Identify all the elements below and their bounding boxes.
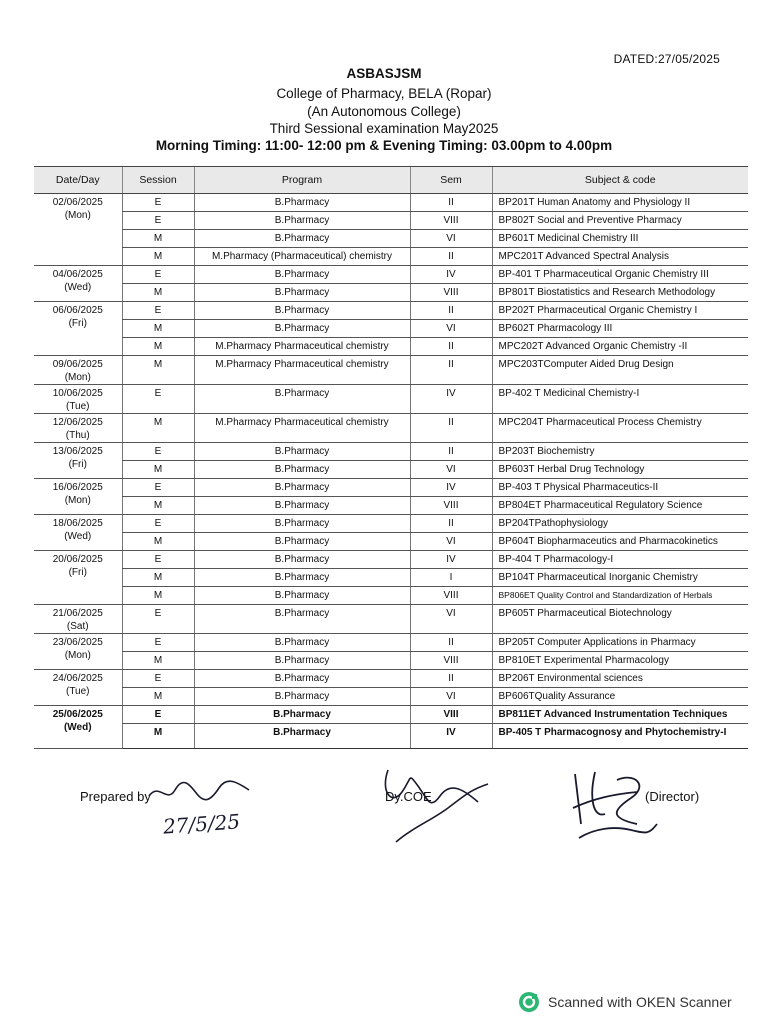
session-cell: E [122, 551, 194, 569]
subject-cell: BP806ET Quality Control and Standardization of Herbals [492, 587, 748, 605]
exam-title: Third Sessional examination May2025 [269, 121, 499, 136]
subject-cell: BP-403 T Physical Pharmaceutics-II [492, 479, 748, 497]
subject-cell: BP802T Social and Preventive Pharmacy [492, 212, 748, 230]
session-cell: M [122, 533, 194, 551]
sem-cell: VIII [410, 497, 492, 515]
session-cell: E [122, 605, 194, 634]
table-row [34, 670, 748, 688]
table-row [34, 320, 748, 338]
day-text: (Mon) [64, 372, 91, 383]
program-cell: B.Pharmacy [194, 634, 410, 652]
date-cell [34, 194, 122, 266]
session-cell: M [122, 230, 194, 248]
subject-cell: BP206T Environmental sciences [492, 670, 748, 688]
sem-cell: II [410, 194, 492, 212]
table-row [34, 497, 748, 515]
program-cell: B.Pharmacy [194, 266, 410, 284]
program-cell: B.Pharmacy [194, 479, 410, 497]
session-cell: M [122, 569, 194, 587]
session-cell: M [122, 284, 194, 302]
subject-cell: MPC203TComputer Aided Drug Design [492, 356, 748, 385]
table-row [34, 461, 748, 479]
table-row [34, 230, 748, 248]
session-cell: M [122, 356, 194, 385]
sem-cell: IV [410, 385, 492, 414]
session-cell: M [122, 688, 194, 706]
scanner-watermark [518, 991, 732, 1013]
program-cell: B.Pharmacy [194, 230, 410, 248]
date-cell [34, 356, 122, 385]
program-cell: B.Pharmacy [194, 443, 410, 461]
day-text: (Thu) [65, 430, 90, 441]
subject-cell: BP605T Pharmaceutical Biotechnology [492, 605, 748, 634]
session-cell: E [122, 634, 194, 652]
table-row [34, 212, 748, 230]
program-cell: B.Pharmacy [194, 706, 410, 724]
session-cell: E [122, 443, 194, 461]
preparer-signature [145, 778, 255, 808]
sem-cell: VIII [410, 652, 492, 670]
dycoe-signature [378, 762, 498, 852]
table-row [34, 587, 748, 605]
sem-cell: II [410, 414, 492, 443]
date-text: 13/06/2025 [52, 446, 103, 457]
subject-cell: BP603T Herbal Drug Technology [492, 461, 748, 479]
subject-cell: BP201T Human Anatomy and Physiology II [492, 194, 748, 212]
sem-cell: VI [410, 688, 492, 706]
date-text: 16/06/2025 [52, 482, 103, 493]
sem-cell: II [410, 248, 492, 266]
date-text: 24/06/2025 [52, 673, 103, 684]
director-signature [565, 768, 660, 848]
date-text: 20/06/2025 [52, 554, 103, 565]
program-cell: M.Pharmacy Pharmaceutical chemistry [194, 338, 410, 356]
program-cell: B.Pharmacy [194, 605, 410, 634]
program-cell: M.Pharmacy Pharmaceutical chemistry [194, 356, 410, 385]
date-text: 21/06/2025 [52, 608, 103, 619]
table-row [34, 724, 748, 749]
session-cell: E [122, 385, 194, 414]
program-cell: B.Pharmacy [194, 515, 410, 533]
subject-cell: BP-401 T Pharmaceutical Organic Chemistry III [492, 266, 748, 284]
subject-cell: BP606TQuality Assurance [492, 688, 748, 706]
column-header-date: Date/Day [34, 167, 122, 194]
day-text: (Mon) [64, 650, 91, 661]
program-cell: B.Pharmacy [194, 688, 410, 706]
table-row [34, 284, 748, 302]
program-cell: B.Pharmacy [194, 284, 410, 302]
session-cell: E [122, 706, 194, 724]
session-cell: M [122, 724, 194, 749]
day-text: (Sat) [66, 621, 89, 632]
sem-cell: II [410, 356, 492, 385]
session-cell: M [122, 652, 194, 670]
table-row [34, 356, 748, 385]
table-row [34, 338, 748, 356]
subject-cell: BP104T Pharmaceutical Inorganic Chemistry [492, 569, 748, 587]
subject-cell: BP-405 T Pharmacognosy and Phytochemistry-I [492, 724, 748, 749]
session-cell: E [122, 670, 194, 688]
day-text: (Fri) [68, 567, 87, 578]
subject-cell: BP801T Biostatistics and Research Methodology [492, 284, 748, 302]
day-text: (Wed) [64, 282, 92, 293]
date-cell [34, 443, 122, 479]
director-label: (Director) [645, 789, 700, 804]
program-cell: B.Pharmacy [194, 569, 410, 587]
date-cell [34, 515, 122, 551]
dycoe-label: Dy.COE [385, 789, 432, 804]
program-cell: B.Pharmacy [194, 320, 410, 338]
institution-abbrev: ASBASJSM [346, 66, 422, 81]
subject-cell: BP202T Pharmaceutical Organic Chemistry I [492, 302, 748, 320]
table-row [34, 443, 748, 461]
day-text: (Wed) [63, 722, 92, 733]
date-cell [34, 670, 122, 706]
sem-cell: VIII [410, 587, 492, 605]
subject-cell: BP602T Pharmacology III [492, 320, 748, 338]
dated-label: DATED:27/05/2025 [613, 52, 720, 66]
program-cell: B.Pharmacy [194, 652, 410, 670]
subject-cell: BP205T Computer Applications in Pharmacy [492, 634, 748, 652]
program-cell: B.Pharmacy [194, 670, 410, 688]
program-cell: M.Pharmacy Pharmaceutical chemistry [194, 414, 410, 443]
sem-cell: IV [410, 551, 492, 569]
session-cell: E [122, 194, 194, 212]
program-cell: B.Pharmacy [194, 212, 410, 230]
subject-cell: BP204TPathophysiology [492, 515, 748, 533]
subject-cell: MPC201T Advanced Spectral Analysis [492, 248, 748, 266]
date-cell [34, 414, 122, 443]
session-cell: E [122, 212, 194, 230]
subject-cell: BP-402 T Medicinal Chemistry-I [492, 385, 748, 414]
day-text: (Tue) [65, 401, 90, 412]
exam-schedule-table [34, 166, 748, 749]
sem-cell: VIII [410, 212, 492, 230]
session-cell: E [122, 479, 194, 497]
table-row [34, 533, 748, 551]
autonomous-label: (An Autonomous College) [307, 104, 461, 119]
program-cell: B.Pharmacy [194, 587, 410, 605]
sem-cell: IV [410, 479, 492, 497]
day-text: (Fri) [68, 459, 87, 470]
table-row [34, 706, 748, 724]
table-row [34, 551, 748, 569]
date-text: 23/06/2025 [52, 637, 103, 648]
session-cell: E [122, 515, 194, 533]
table-row [34, 688, 748, 706]
table-row [34, 248, 748, 266]
sem-cell: II [410, 302, 492, 320]
program-cell: B.Pharmacy [194, 497, 410, 515]
date-cell [34, 605, 122, 634]
date-text: 25/06/2025 [52, 709, 103, 720]
date-cell [34, 266, 122, 302]
date-text: 10/06/2025 [52, 388, 103, 399]
prepared-by-label: Prepared by [80, 789, 151, 804]
date-cell [34, 551, 122, 605]
session-cell: E [122, 302, 194, 320]
table-row [34, 515, 748, 533]
column-header-session: Session [122, 167, 194, 194]
session-cell: M [122, 461, 194, 479]
subject-cell: BP810ET Experimental Pharmacology [492, 652, 748, 670]
program-cell: B.Pharmacy [194, 461, 410, 479]
program-cell: M.Pharmacy (Pharmaceutical) chemistry [194, 248, 410, 266]
table-row [34, 266, 748, 284]
day-text: (Fri) [68, 318, 87, 329]
session-cell: M [122, 414, 194, 443]
subject-cell: BP804ET Pharmaceutical Regulatory Science [492, 497, 748, 515]
date-cell [34, 479, 122, 515]
session-cell: E [122, 266, 194, 284]
table-row [34, 414, 748, 443]
date-cell [34, 706, 122, 749]
table-row [34, 385, 748, 414]
table-row [34, 605, 748, 634]
scanner-text: Scanned with OKEN Scanner [548, 994, 732, 1010]
table-row [34, 302, 748, 320]
sem-cell: I [410, 569, 492, 587]
sem-cell: VI [410, 533, 492, 551]
sem-cell: II [410, 443, 492, 461]
college-name: College of Pharmacy, BELA (Ropar) [276, 86, 492, 101]
date-text: 02/06/2025 [52, 197, 103, 208]
column-header-sem: Sem [410, 167, 492, 194]
date-cell [34, 634, 122, 670]
program-cell: B.Pharmacy [194, 194, 410, 212]
preparer-date: 27/5/25 [162, 809, 241, 839]
program-cell: B.Pharmacy [194, 724, 410, 749]
program-cell: B.Pharmacy [194, 302, 410, 320]
program-cell: B.Pharmacy [194, 551, 410, 569]
table-row [34, 479, 748, 497]
date-text: 12/06/2025 [52, 417, 103, 428]
table-header-row [34, 167, 748, 194]
subject-cell: BP601T Medicinal Chemistry III [492, 230, 748, 248]
oken-scanner-logo-icon [518, 991, 540, 1013]
sem-cell: VI [410, 230, 492, 248]
sem-cell: VI [410, 605, 492, 634]
program-cell: B.Pharmacy [194, 533, 410, 551]
program-cell: B.Pharmacy [194, 385, 410, 414]
date-text: 04/06/2025 [52, 269, 103, 280]
timing-line: Morning Timing: 11:00- 12:00 pm & Evening Timing: 03.00pm to 4.00pm [155, 138, 613, 153]
table-row [34, 194, 748, 212]
session-cell: M [122, 248, 194, 266]
sem-cell: II [410, 515, 492, 533]
sem-cell: VIII [410, 706, 492, 724]
date-text: 06/06/2025 [52, 305, 103, 316]
date-text: 18/06/2025 [52, 518, 103, 529]
subject-cell: BP-404 T Pharmacology-I [492, 551, 748, 569]
table-row [34, 634, 748, 652]
table-body [34, 194, 748, 749]
table-row [34, 652, 748, 670]
sem-cell: VI [410, 461, 492, 479]
subject-cell: MPC202T Advanced Organic Chemistry -II [492, 338, 748, 356]
subject-cell: MPC204T Pharmaceutical Process Chemistry [492, 414, 748, 443]
session-cell: M [122, 587, 194, 605]
day-text: (Mon) [64, 210, 91, 221]
sem-cell: II [410, 634, 492, 652]
sem-cell: IV [410, 724, 492, 749]
sem-cell: VIII [410, 284, 492, 302]
day-text: (Wed) [64, 531, 92, 542]
date-cell [34, 302, 122, 356]
subject-cell: BP811ET Advanced Instrumentation Techniques [492, 706, 748, 724]
column-header-program: Program [194, 167, 410, 194]
day-text: (Tue) [65, 686, 90, 697]
column-header-subject: Subject & code [492, 167, 748, 194]
sem-cell: II [410, 670, 492, 688]
sem-cell: II [410, 338, 492, 356]
sem-cell: IV [410, 266, 492, 284]
date-cell [34, 385, 122, 414]
date-text: 09/06/2025 [52, 359, 103, 370]
day-text: (Mon) [64, 495, 91, 506]
session-cell: M [122, 320, 194, 338]
sem-cell: VI [410, 320, 492, 338]
subject-cell: BP604T Biopharmaceutics and Pharmacokinetics [492, 533, 748, 551]
table-row [34, 569, 748, 587]
subject-cell: BP203T Biochemistry [492, 443, 748, 461]
session-cell: M [122, 497, 194, 515]
session-cell: M [122, 338, 194, 356]
